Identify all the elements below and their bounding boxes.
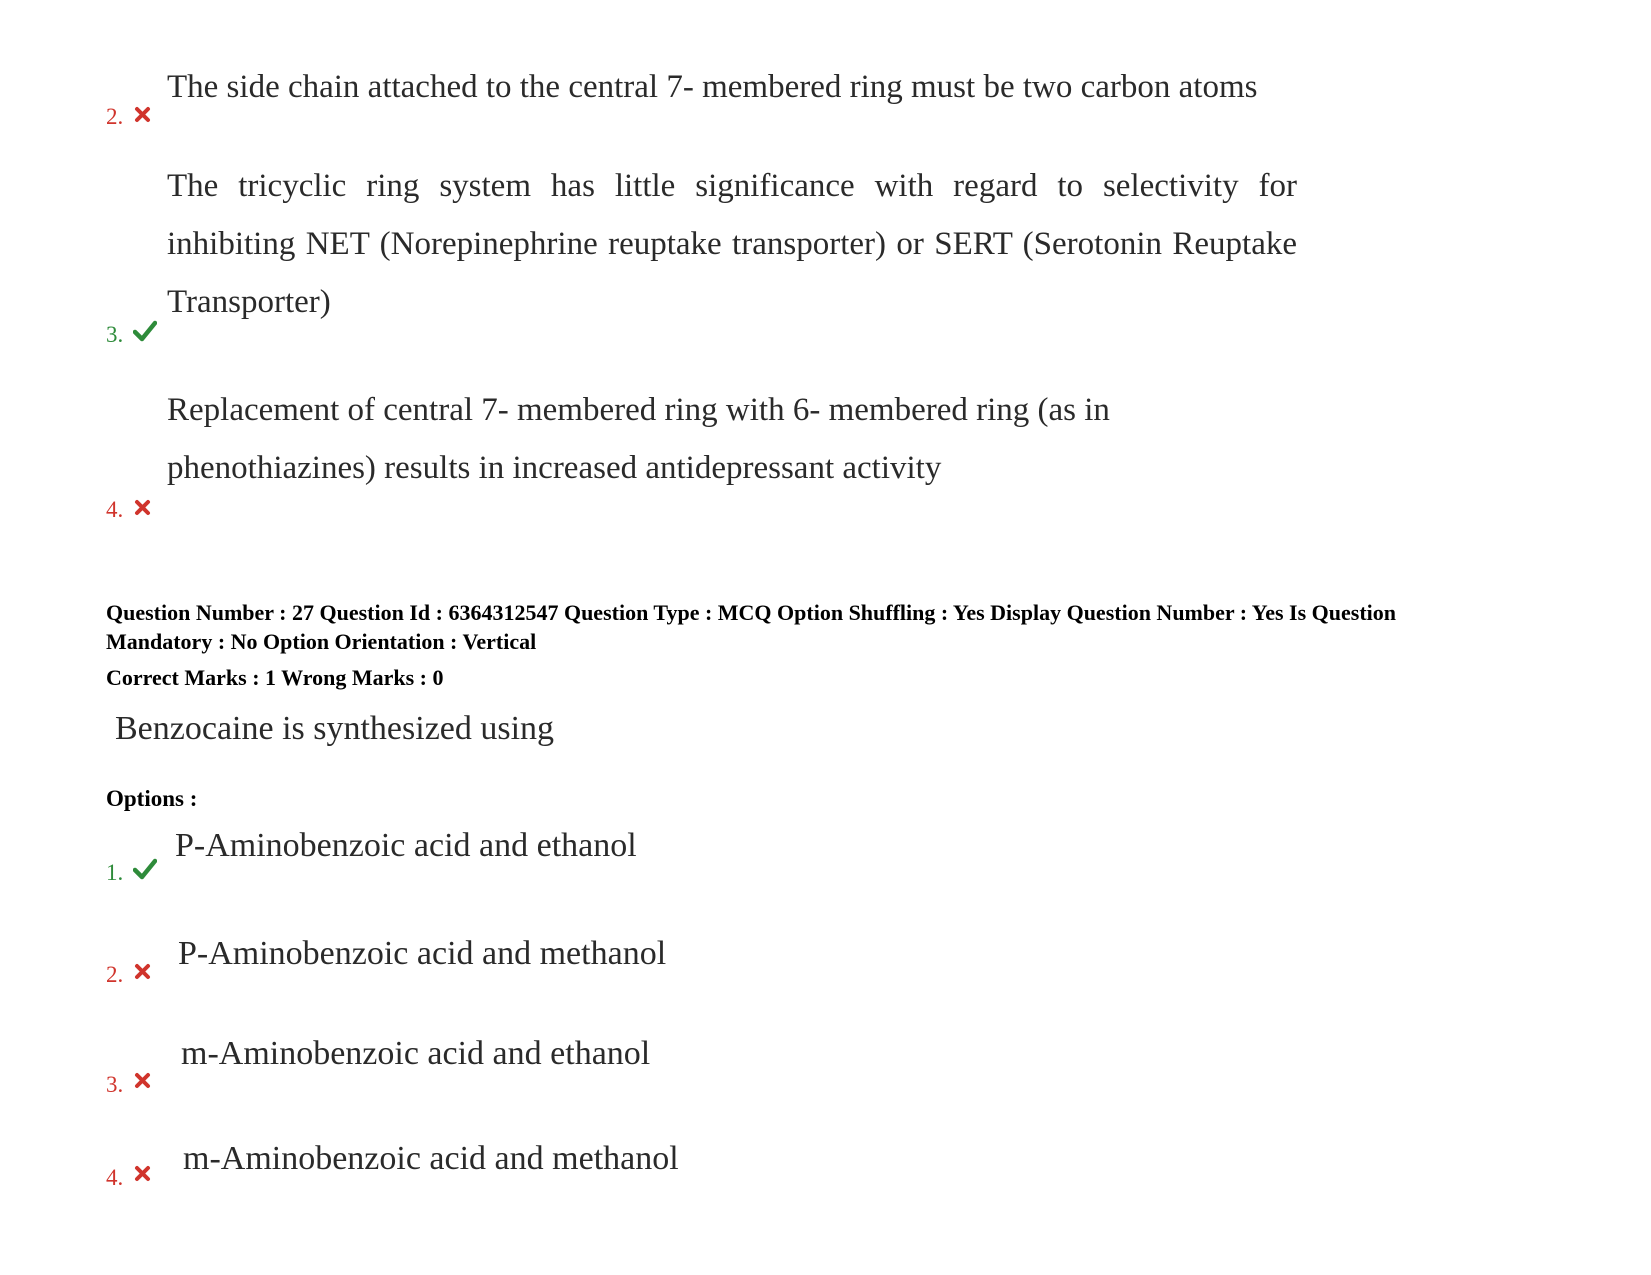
checkmark-icon	[133, 320, 157, 342]
cross-icon	[133, 961, 153, 981]
option-number: 3.	[106, 322, 124, 347]
options-label: Options :	[106, 786, 198, 811]
option-number: 4.	[106, 497, 124, 522]
option-text: P-Aminobenzoic acid and ethanol	[175, 827, 637, 864]
question-text: Benzocaine is synthesized using	[115, 710, 555, 747]
option-number: 2.	[106, 962, 124, 987]
cross-icon	[133, 104, 153, 124]
option-number: 3.	[106, 1072, 124, 1097]
cross-icon	[133, 1163, 153, 1183]
cross-icon	[133, 497, 153, 517]
question-meta: Question Number : 27 Question Id : 6364312547 Question Type : MCQ Option Shuffling : Yes Display Question Number : Yes Is Question Mandatory : No Option Orientation : Vertical	[106, 600, 1396, 654]
option-number: 4.	[106, 1165, 124, 1190]
option-text: m-Aminobenzoic acid and ethanol	[181, 1035, 651, 1072]
option-text: P-Aminobenzoic acid and methanol	[178, 935, 667, 972]
marks-line: Correct Marks : 1 Wrong Marks : 0	[106, 665, 444, 690]
option-text: The side chain attached to the central 7- membered ring must be two carbon atoms	[167, 69, 1258, 105]
checkmark-icon	[133, 858, 157, 880]
option-text: m-Aminobenzoic acid and methanol	[183, 1140, 679, 1177]
option-text: Replacement of central 7- membered ring with 6- membered ring (as in phenothiazines) results in increased antidepressant activity	[167, 392, 1110, 486]
option-number: 2.	[106, 104, 124, 129]
option-number: 1.	[106, 860, 124, 885]
option-text: The tricyclic ring system has little significance with regard to selectivity for inhibiting NET (Norepinephrine reuptake transporter) or SERT (Serotonin Reuptake Transporter)	[167, 168, 1297, 320]
cross-icon	[133, 1070, 153, 1090]
